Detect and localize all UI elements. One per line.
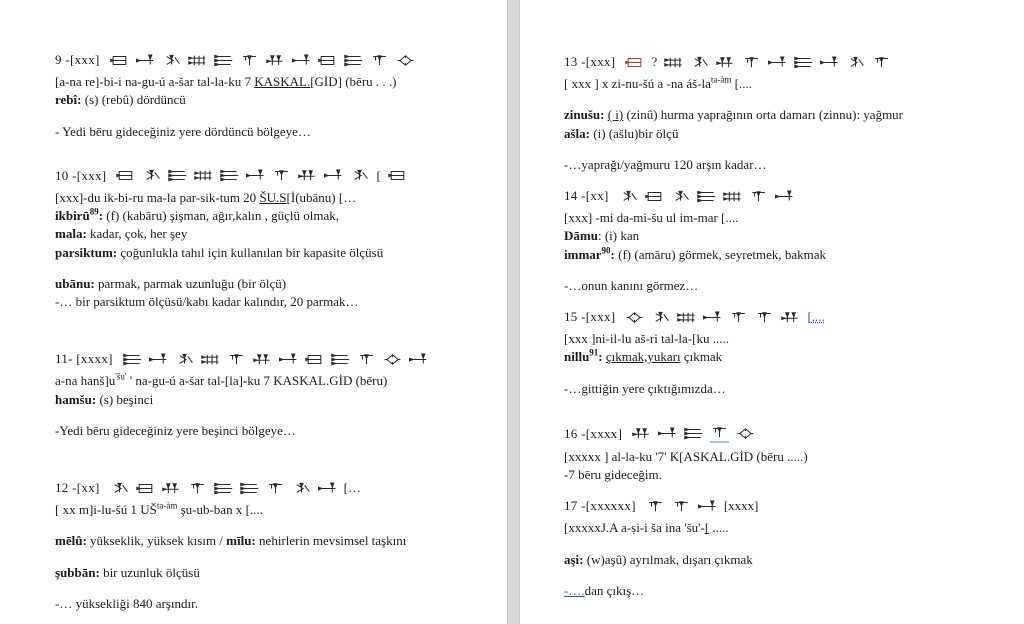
cuneiform-sign-icon (716, 55, 735, 70)
text-segment: nehirlerin mevsimsel taşkını (255, 533, 407, 549)
cuneiform-sign-icon (672, 499, 691, 514)
blank-line (55, 325, 473, 336)
text-segment: (f) (amāru) görmek, seyretmek, bakmak (614, 246, 827, 262)
cuneiform-sign-icon (240, 481, 259, 496)
cuneiform-sign-icon (357, 352, 376, 367)
cuneiform-sign-icon (658, 426, 677, 441)
cuneiform-sign-icon (136, 481, 155, 496)
definition-line (564, 126, 998, 142)
cuneiform-sign-icon (253, 352, 272, 367)
cuneiform-sign-icon (690, 55, 709, 70)
cuneiform-line (55, 168, 473, 184)
text-segment: ..... (709, 520, 729, 536)
text-segment: [GİD] (bēru . . .) (310, 74, 397, 89)
text-segment: [İ(ubānu) [… (286, 189, 357, 205)
text-segment: (s) beşinci (96, 391, 154, 407)
cuneiform-sign-icon (703, 310, 722, 325)
cuneiform-line-text: [xxxx] (723, 498, 759, 514)
text-segment: -7 bēru gideceğim. (564, 467, 662, 482)
text-segment: [xxxxx ] al-la-ku '7' K[ASKAL.GİD (bēru .....) (564, 448, 808, 464)
cuneiform-line (564, 498, 998, 514)
blank-line (564, 399, 998, 410)
cuneiform-sign-icon (149, 352, 168, 367)
blank-line (55, 552, 473, 563)
cuneiform-sign-icon (142, 168, 161, 183)
text-segment: -…yaprağı/yağmuru 120 arşın kadar… (564, 156, 767, 172)
cuneiform-sign-icon (318, 481, 337, 496)
text-segment: şubbān: (55, 564, 100, 580)
text-segment: yükseklik, yüksek kısım / (86, 533, 227, 549)
cuneiform-sign-icon (136, 53, 155, 68)
cuneiform-sign-icon (298, 168, 317, 183)
text-segment: ikbirū (55, 208, 90, 223)
text-segment: a-na hanš]u (55, 373, 116, 389)
cuneiform-line-text: ? (651, 54, 658, 69)
text-segment: (w)aşû) ayrılmak, dışarı çıkmak (583, 551, 753, 567)
cuneiform-sign-icon (645, 189, 664, 204)
definition-line (55, 226, 473, 242)
blank-line (564, 539, 998, 550)
dictionary-entry-15 (564, 309, 998, 410)
text-segment: [xxx] -mi da-mi-šu ul im-mar [.... (564, 210, 739, 225)
definition-line (55, 565, 473, 581)
text-segment: mīlu: (226, 533, 256, 549)
text-segment: ta-àm (156, 500, 178, 511)
cuneiform-sign-icon (872, 55, 891, 70)
cuneiform-sign-icon (671, 189, 690, 204)
cuneiform-line (564, 188, 998, 204)
text-segment: 'šu' (115, 371, 127, 382)
text-segment: [xxx]-du ik-bi-ru ma-la par-sik-tum 20 (55, 189, 260, 205)
cuneiform-sign-icon (625, 310, 644, 325)
cuneiform-sign-icon (651, 310, 670, 325)
text-segment: parsiktum: (55, 244, 118, 260)
text-segment: [xxx ]ni-il-lu aš-ri tal-la-[ku ..... (564, 331, 729, 346)
translation-line (55, 124, 473, 140)
definition-line (564, 349, 998, 365)
definition-line (55, 208, 473, 224)
cuneiform-sign-icon (396, 53, 415, 68)
cuneiform-sign-icon (388, 168, 407, 183)
cuneiform-sign-icon (292, 481, 311, 496)
text-segment: çıkmak (680, 349, 723, 365)
translation-line (564, 278, 998, 294)
text-segment: şu-ub-ban x [.... (177, 502, 263, 517)
cuneiform-sign-icon (220, 168, 239, 183)
text-segment: immar (564, 246, 602, 262)
text-segment: Dāmu (564, 228, 598, 244)
cuneiform-sign-icon (188, 481, 207, 496)
text-segment: zinušu: (564, 107, 605, 123)
dictionary-entry-9 (55, 52, 473, 153)
cuneiform-line (55, 351, 473, 367)
text-segment: (i) (ašlu)bir ölçü (590, 125, 679, 141)
cuneiform-sign-icon (201, 352, 220, 367)
transliteration-line (564, 76, 998, 92)
text-segment: [ (704, 520, 710, 536)
text-segment: ( i) (607, 107, 624, 123)
blank-line (55, 441, 473, 452)
dictionary-entry-17 (564, 498, 998, 599)
cuneiform-sign-icon (794, 55, 813, 70)
cuneiform-line-text: [.... (807, 309, 825, 324)
blank-line (55, 583, 473, 594)
cuneiform-sign-icon (729, 310, 748, 325)
cuneiform-sign-icon (292, 53, 311, 68)
text-segment: : (98, 208, 104, 223)
text-segment: [ xxx ] x zi-nu-šú a -na áš-la (564, 76, 711, 91)
cuneiform-sign-icon (162, 53, 181, 68)
entry-number-label: 15 -[xxx] (564, 309, 616, 324)
cuneiform-sign-icon (272, 168, 291, 183)
text-segment: -…onun kanını görmez… (564, 277, 699, 293)
dictionary-entry-10 (55, 168, 473, 337)
cuneiform-sign-icon (227, 352, 246, 367)
text-segment: -… bir parsiktum ölçüsü/kabı kadar kalındır, 20 parmak… (55, 294, 359, 309)
text-segment: : (598, 349, 603, 365)
definition-line (55, 92, 473, 108)
text-segment: [xxxxxJ.A a-ṣi-i ša ina 'šu'- (564, 520, 705, 536)
text-segment: ta-àm (710, 74, 732, 85)
cuneiform-sign-icon (409, 352, 428, 367)
text-segment: hamšu: (55, 391, 97, 407)
cuneiform-line (55, 480, 473, 496)
blank-line (55, 410, 473, 421)
definition-line (564, 228, 998, 244)
cuneiform-sign-icon (214, 481, 233, 496)
cuneiform-sign-icon (168, 168, 187, 183)
text-segment: -… yüksekliği 840 arşındır. (55, 595, 198, 611)
blank-line (55, 263, 473, 274)
translation-line (564, 381, 998, 397)
text-segment: parmak, parmak uzunluğu (bir ölçü) (94, 275, 287, 291)
text-segment: 89 (89, 206, 99, 217)
blank-line (55, 111, 473, 122)
blank-line (564, 144, 998, 155)
blank-line (55, 312, 473, 323)
text-segment: çoğunlukla tahıl için kullanılan bir kapasite ölçüsü (117, 244, 384, 260)
blank-line (564, 570, 998, 581)
cuneiform-sign-icon (698, 499, 717, 514)
document-page-right[interactable] (520, 0, 1024, 624)
cuneiform-sign-icon (266, 481, 285, 496)
text-segment: aşi: (564, 551, 584, 567)
entry-number-label: 12 -[xx] (55, 480, 100, 495)
cuneiform-sign-icon (749, 189, 768, 204)
dictionary-entry-13 (564, 54, 998, 173)
cuneiform-sign-icon (240, 53, 259, 68)
transliteration-line (564, 210, 998, 226)
text-segment: (s) (rebû) dördüncü (81, 92, 186, 108)
text-segment: -Yedi bēru gideceğiniz yere beşinci bölgeye… (55, 422, 296, 438)
transliteration-line (55, 502, 473, 518)
definition-line (55, 533, 473, 549)
transliteration-line (55, 373, 473, 389)
cuneiform-sign-icon (266, 53, 285, 68)
text-segment: [a-na re]-bi-i na-gu-ú a-šar tal-la-ku 7 (55, 74, 255, 89)
cuneiform-sign-icon (742, 55, 761, 70)
cuneiform-sign-icon (846, 55, 865, 70)
entry-number-label: 13 -[xxx] (564, 54, 616, 69)
entry-number-label: 14 -[xx] (564, 188, 609, 203)
cuneiform-sign-icon (383, 352, 402, 367)
cuneiform-line (564, 309, 998, 325)
cuneiform-sign-icon (194, 168, 213, 183)
cuneiform-line (564, 54, 998, 70)
dictionary-entry-14 (564, 188, 998, 294)
dictionary-entry-16 (564, 425, 998, 484)
text-segment: [ xx m]i-lu-šú 1 UŠ (55, 502, 157, 517)
blank-line (55, 454, 473, 465)
cuneiform-sign-icon (324, 168, 343, 183)
text-segment: (zinû) hurma yaprağının orta damarı (zinnu): yağmur (623, 107, 904, 123)
blank-line (564, 368, 998, 379)
cuneiform-sign-icon (664, 55, 683, 70)
text-segment: - Yedi bēru gideceğiniz yere dördüncü bölgeye… (55, 123, 311, 139)
translation-line (55, 294, 473, 310)
cuneiform-sign-icon (116, 168, 135, 183)
cuneiform-sign-icon (214, 53, 233, 68)
cuneiform-sign-icon (305, 352, 324, 367)
cuneiform-sign-icon (279, 352, 298, 367)
text-segment: bir uzunluk ölçüsü (99, 564, 200, 580)
text-segment: KASKAL. (254, 74, 311, 89)
text-segment: kadar, çok, her şey (86, 226, 188, 242)
cuneiform-sign-icon (110, 481, 129, 496)
cuneiform-sign-icon (736, 426, 755, 441)
cuneiform-sign-icon (755, 310, 774, 325)
cuneiform-sign-icon (344, 53, 363, 68)
entry-number-label: 11- [xxxx] (55, 351, 113, 367)
cuneiform-sign-icon (625, 55, 644, 70)
cuneiform-line (564, 425, 998, 443)
translation-line (55, 596, 473, 612)
entry-number-label: 16 -[xxxx] (564, 425, 623, 441)
transliteration-line (55, 74, 473, 90)
definition-line (564, 552, 998, 568)
blank-line (564, 265, 998, 276)
text-segment: çıkmak,yukarı (605, 349, 681, 365)
definition-line (55, 245, 473, 261)
blank-line (564, 94, 998, 105)
text-segment: : (610, 246, 615, 262)
cuneiform-line-text: [… (343, 480, 361, 495)
dictionary-entry-11 (55, 351, 473, 465)
transliteration-line (55, 190, 473, 206)
transliteration-line (564, 520, 998, 536)
cuneiform-sign-icon (781, 310, 800, 325)
entry-number-label: 9 -[xxx] (55, 52, 100, 67)
translation-line (564, 467, 998, 483)
text-segment: -…gittiğin yere çıktığımızda… (564, 380, 726, 396)
cuneiform-sign-icon (619, 189, 638, 204)
cuneiform-sign-icon (246, 168, 265, 183)
text-segment: nillu (564, 349, 590, 365)
cuneiform-sign-icon (684, 426, 703, 441)
cuneiform-sign-icon (632, 426, 651, 441)
transliteration-line (564, 449, 998, 465)
cuneiform-sign-icon (331, 352, 350, 367)
text-segment: dan çıkış… (584, 582, 645, 598)
cuneiform-sign-icon (775, 189, 794, 204)
text-segment: -…. (564, 582, 585, 598)
blank-line (55, 520, 473, 531)
cuneiform-sign-icon (350, 168, 369, 183)
text-segment: 91 (589, 347, 599, 358)
cuneiform-line (55, 52, 473, 68)
cuneiform-sign-icon (188, 53, 207, 68)
text-segment: [.... (731, 76, 753, 91)
definition-line (564, 107, 998, 123)
definition-line (55, 392, 473, 408)
cuneiform-sign-icon (710, 425, 729, 443)
cuneiform-sign-icon (768, 55, 787, 70)
text-segment: mēlû: (55, 533, 87, 549)
entry-number-label: 10 -[xxx] (55, 167, 107, 183)
document-page-left[interactable] (0, 0, 507, 624)
cuneiform-sign-icon (123, 352, 142, 367)
definition-line (55, 276, 473, 292)
dictionary-entry-12 (55, 480, 473, 612)
translation-line (55, 423, 473, 439)
cuneiform-sign-icon (162, 481, 181, 496)
cuneiform-sign-icon (677, 310, 696, 325)
blank-line (55, 142, 473, 153)
cuneiform-sign-icon (820, 55, 839, 70)
entry-number-label: 17 -[xxxxxx] (564, 498, 636, 514)
page-gap-divider (507, 0, 520, 624)
cuneiform-sign-icon (110, 53, 129, 68)
text-segment: ubānu: (55, 275, 95, 291)
text-segment: ŠU.S (259, 189, 287, 205)
transliteration-line (564, 331, 998, 347)
text-segment: ' na-gu-ú a-šar tal-[la]-ku 7 KASKAL.GİD (bēru) (126, 373, 388, 389)
cuneiform-sign-icon (646, 499, 665, 514)
cuneiform-sign-icon (318, 53, 337, 68)
cuneiform-sign-icon (370, 53, 389, 68)
translation-line (564, 583, 998, 599)
translation-line (564, 157, 998, 173)
text-segment: ašla: (564, 125, 590, 141)
cuneiform-sign-icon (697, 189, 716, 204)
text-segment: rebî: (55, 92, 82, 108)
text-segment: 90 (601, 245, 611, 256)
text-segment: : (i) kan (597, 228, 640, 244)
definition-line (564, 247, 998, 263)
text-segment: mala: (55, 226, 87, 242)
cuneiform-sign-icon (175, 352, 194, 367)
cuneiform-sign-icon (723, 189, 742, 204)
text-segment: (f) (kabāru) şişman, ağır,kalın , güçlü olmak, (103, 208, 339, 223)
cuneiform-line-text: [ (376, 167, 381, 183)
